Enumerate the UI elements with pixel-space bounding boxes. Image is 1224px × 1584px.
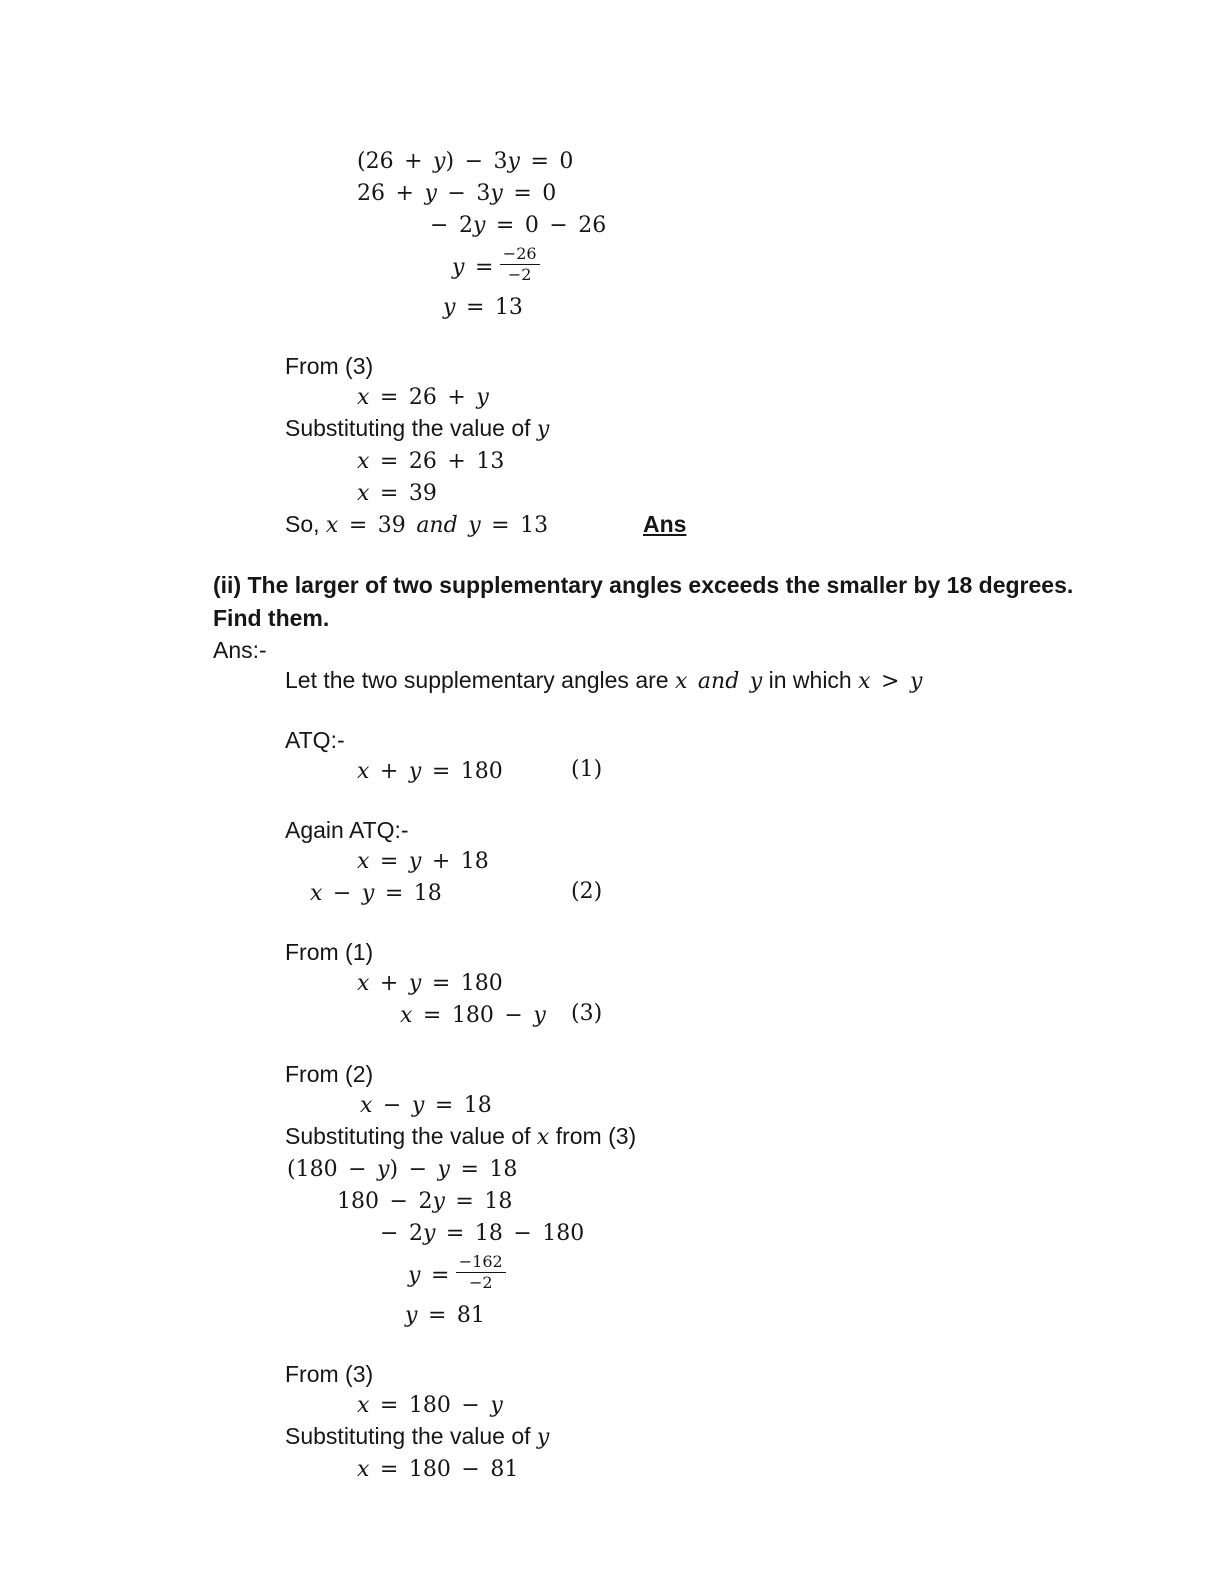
fraction-denominator: −2 <box>468 1273 493 1293</box>
equation: x + y = 180 <box>357 971 503 996</box>
equation: y = 13 <box>443 295 523 320</box>
math-line <box>0 291 1224 323</box>
math-line <box>0 1153 1224 1185</box>
substitute-text: Substituting the value of <box>285 1423 537 1449</box>
conclusion-line <box>0 509 1224 541</box>
math-line <box>0 1185 1224 1217</box>
text-line <box>0 635 1224 665</box>
text-line <box>0 725 1224 755</box>
fraction-numerator: −26 <box>500 244 540 265</box>
equation: x = y + 18 <box>357 849 489 874</box>
math-line <box>0 209 1224 241</box>
math-line <box>0 967 1224 999</box>
fraction <box>456 1252 506 1293</box>
equation: x − y = 18 <box>310 881 442 906</box>
math-line <box>0 999 1224 1031</box>
text-line <box>0 1121 1224 1153</box>
from1-label: From (1) <box>285 939 374 965</box>
equation: x = 180 − 81 <box>357 1457 519 1482</box>
equation-tag-3: (3) <box>571 1001 603 1026</box>
equation: 180 − 2y = 18 <box>337 1189 513 1214</box>
fraction-denominator: −2 <box>507 265 532 285</box>
math-line <box>0 381 1224 413</box>
math-line <box>0 1089 1224 1121</box>
spacer <box>0 541 1224 569</box>
spacer <box>0 697 1224 725</box>
let-text: in which <box>762 667 859 693</box>
equation: x − y = 18 <box>360 1093 492 1118</box>
substitute-text: Substituting the value of <box>285 1123 537 1149</box>
equation: x = 180 − y <box>400 1003 546 1028</box>
from3-label: From (3) <box>285 353 374 379</box>
text-line <box>0 1359 1224 1389</box>
math-line <box>0 477 1224 509</box>
equation: x = 39 <box>357 481 437 506</box>
text-line <box>0 937 1224 967</box>
math-line <box>0 877 1224 909</box>
text-line <box>0 665 1224 697</box>
text-line <box>0 351 1224 381</box>
math-line-fraction <box>0 1249 1224 1299</box>
text-line <box>0 815 1224 845</box>
question-ii-heading <box>0 569 1224 635</box>
text-line <box>0 413 1224 445</box>
spacer <box>0 1031 1224 1059</box>
math-line <box>0 755 1224 787</box>
equation: x = 180 − y <box>357 1393 503 1418</box>
text-line <box>0 1059 1224 1089</box>
question-ii-line2: Find them. <box>213 605 330 631</box>
inequality: x > y <box>858 669 923 694</box>
variable: y <box>536 417 550 442</box>
fraction-numerator: −162 <box>456 1252 506 1273</box>
spacer <box>0 909 1224 937</box>
spacer <box>0 787 1224 815</box>
so-text: So, <box>285 511 326 537</box>
math-line <box>0 1299 1224 1331</box>
substitute-text: Substituting the value of <box>285 415 537 441</box>
equation: − 2y = 18 − 180 <box>380 1221 585 1246</box>
equation-tag-2: (2) <box>571 879 603 904</box>
math-line <box>0 1217 1224 1249</box>
ans-heading: Ans:- <box>213 637 267 663</box>
variable: x <box>536 1125 550 1150</box>
equation: 26 + y − 3y = 0 <box>357 181 557 206</box>
spacer <box>0 1331 1224 1359</box>
atq-label: ATQ:- <box>285 727 345 753</box>
let-text: Let the two supplementary angles are <box>285 667 675 693</box>
fraction <box>500 244 540 285</box>
math-line <box>0 1453 1224 1485</box>
math-line <box>0 1389 1224 1421</box>
math-line <box>0 845 1224 877</box>
ans-marker: Ans <box>643 511 687 537</box>
variables: x and y <box>674 669 763 694</box>
equation: − 2y = 0 − 26 <box>430 213 607 238</box>
math-line-fraction <box>0 241 1224 291</box>
equation: x = 39 and y = 13 <box>325 513 549 538</box>
from2-label: From (2) <box>285 1061 374 1087</box>
substitute-text: from (3) <box>549 1123 637 1149</box>
equation: (180 − y) − y = 18 <box>287 1157 518 1182</box>
math-line <box>0 177 1224 209</box>
again-atq-label: Again ATQ:- <box>285 817 409 843</box>
text-line <box>0 1421 1224 1453</box>
spacer <box>0 323 1224 351</box>
variable: y <box>536 1425 550 1450</box>
math-line <box>0 145 1224 177</box>
equation-tag-1: (1) <box>571 757 603 782</box>
equation: y = 81 <box>405 1303 485 1328</box>
equation: x + y = 180 <box>357 759 503 784</box>
equation: x = 26 + 13 <box>357 449 505 474</box>
from3-label: From (3) <box>285 1361 374 1387</box>
equation-lhs: y = <box>452 255 494 280</box>
math-line <box>0 445 1224 477</box>
question-ii-line1: (ii) The larger of two supplementary angles exceeds the smaller by 18 degrees. <box>213 572 1074 598</box>
equation: x = 26 + y <box>357 385 489 410</box>
equation-lhs: y = <box>408 1263 450 1288</box>
equation: (26 + y) − 3y = 0 <box>357 149 574 174</box>
